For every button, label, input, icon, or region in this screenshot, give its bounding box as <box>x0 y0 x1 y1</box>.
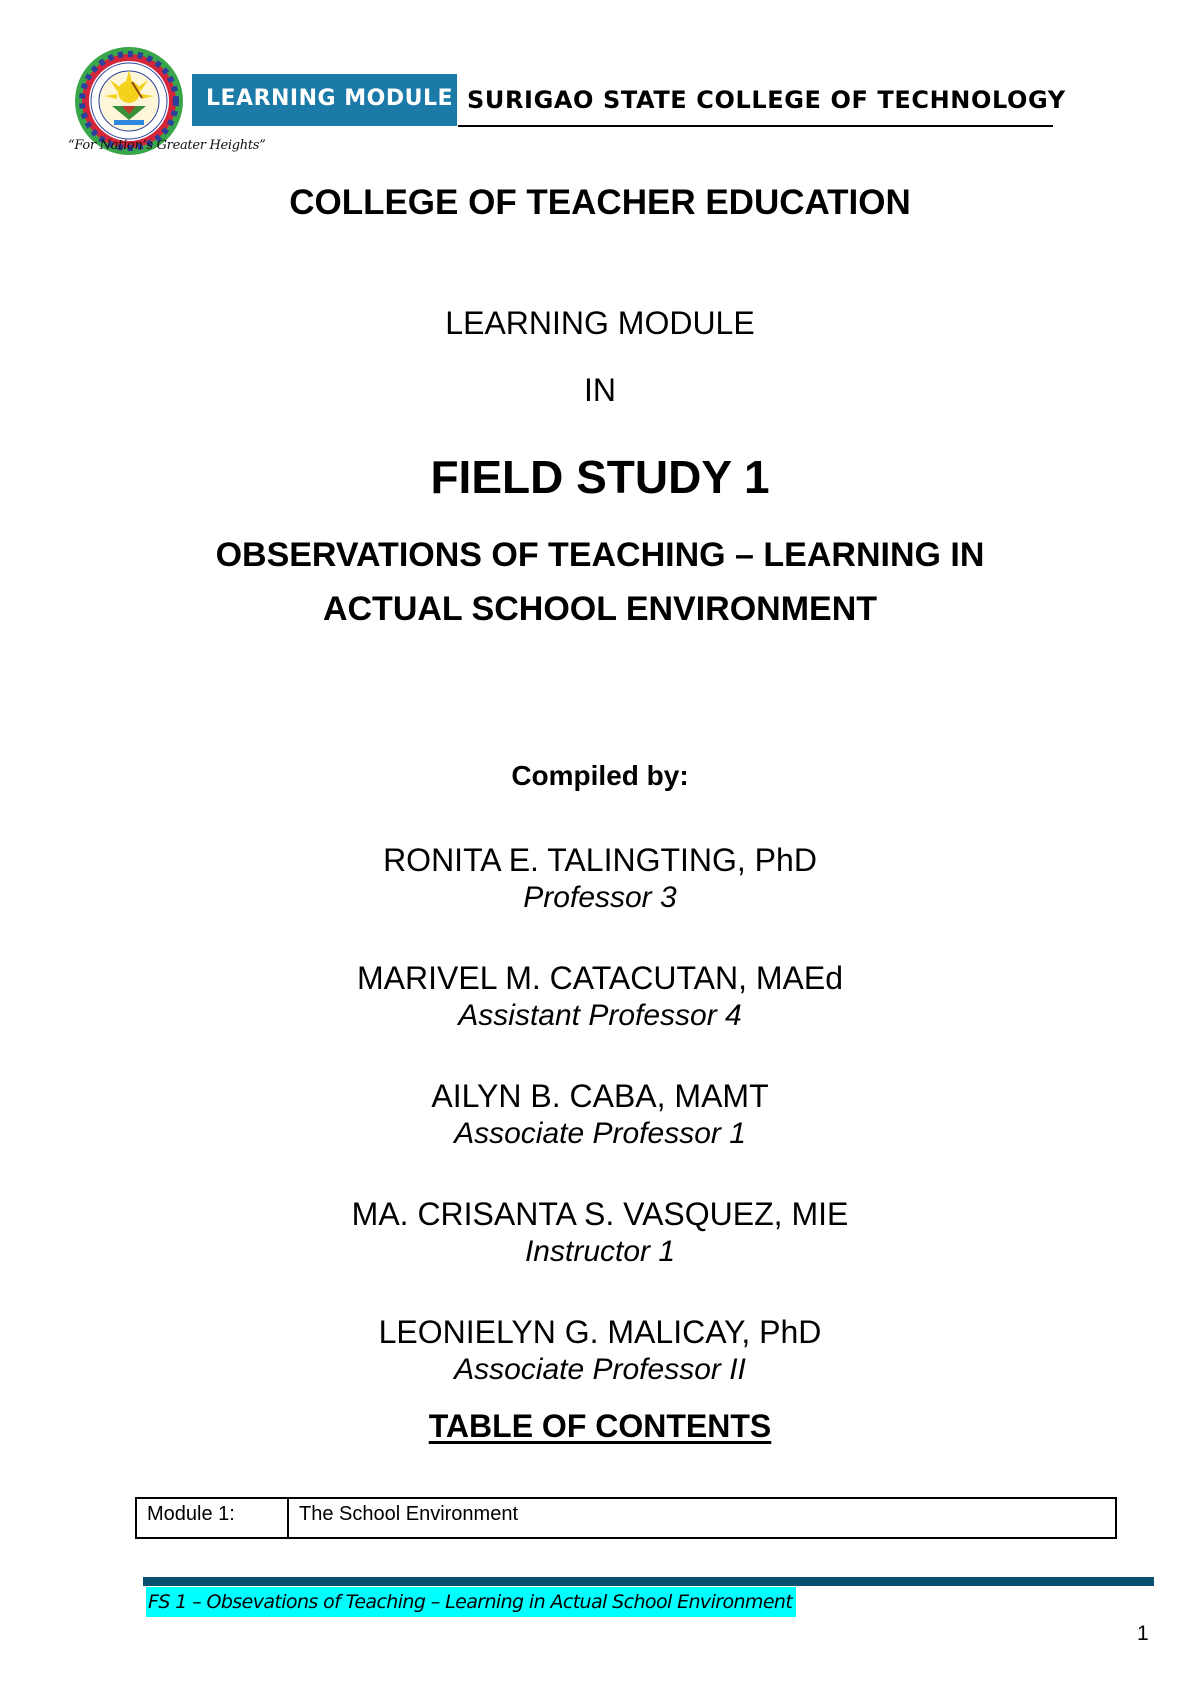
compiler-entry <box>0 1076 1200 1152</box>
compiler-name: RONITA E. TALINGTING, PhD <box>383 842 817 878</box>
compiler-role: Professor 3 <box>523 881 677 914</box>
toc-module-number: Module 1: <box>136 1498 288 1538</box>
compiler-name: LEONIELYN G. MALICAY, PhD <box>378 1314 822 1350</box>
compiler-role: Assistant Professor 4 <box>458 999 742 1032</box>
college-heading: COLLEGE OF TEACHER EDUCATION <box>289 183 911 222</box>
footer-bar <box>143 1577 1154 1586</box>
compiler-name: MARIVEL M. CATACUTAN, MAEd <box>357 960 843 996</box>
compiled-by-label: Compiled by: <box>511 760 689 791</box>
learning-module-heading: LEARNING MODULE <box>445 305 755 341</box>
learning-module-banner <box>192 74 457 126</box>
toc-row <box>136 1498 1116 1538</box>
course-subtitle <box>0 528 1200 636</box>
page-number: 1 <box>1137 1622 1149 1645</box>
compiler-role: Associate Professor II <box>454 1353 746 1386</box>
compiler-name: MA. CRISANTA S. VASQUEZ, MIE <box>351 1196 849 1232</box>
compiler-entry <box>0 840 1200 916</box>
compiler-role: Associate Professor 1 <box>454 1117 746 1150</box>
institution-name: SURIGAO STATE COLLEGE OF TECHNOLOGY <box>467 86 1066 114</box>
subtitle-line-1: OBSERVATIONS OF TEACHING – LEARNING IN <box>215 536 985 574</box>
toc-module-title: The School Environment <box>288 1498 1116 1538</box>
subtitle-line-2: ACTUAL SCHOOL ENVIRONMENT <box>322 590 878 628</box>
compiler-entry <box>0 1194 1200 1270</box>
toc-table <box>135 1497 1117 1539</box>
compiler-role: Instructor 1 <box>524 1235 676 1268</box>
compiler-entry <box>0 1312 1200 1388</box>
banner-label: LEARNING MODULE <box>206 86 454 111</box>
college-motto: “For Nation’s Greater Heights” <box>68 138 266 153</box>
footer-course-label: FS 1 – Obsevations of Teaching – Learning in Actual School Environment <box>146 1587 796 1617</box>
course-title: FIELD STUDY 1 <box>430 451 770 503</box>
header-divider <box>458 125 1053 127</box>
compiler-name: AILYN B. CABA, MAMT <box>431 1078 769 1114</box>
compiler-entry <box>0 958 1200 1034</box>
toc-title: TABLE OF CONTENTS <box>428 1408 772 1444</box>
in-heading: IN <box>584 372 616 408</box>
